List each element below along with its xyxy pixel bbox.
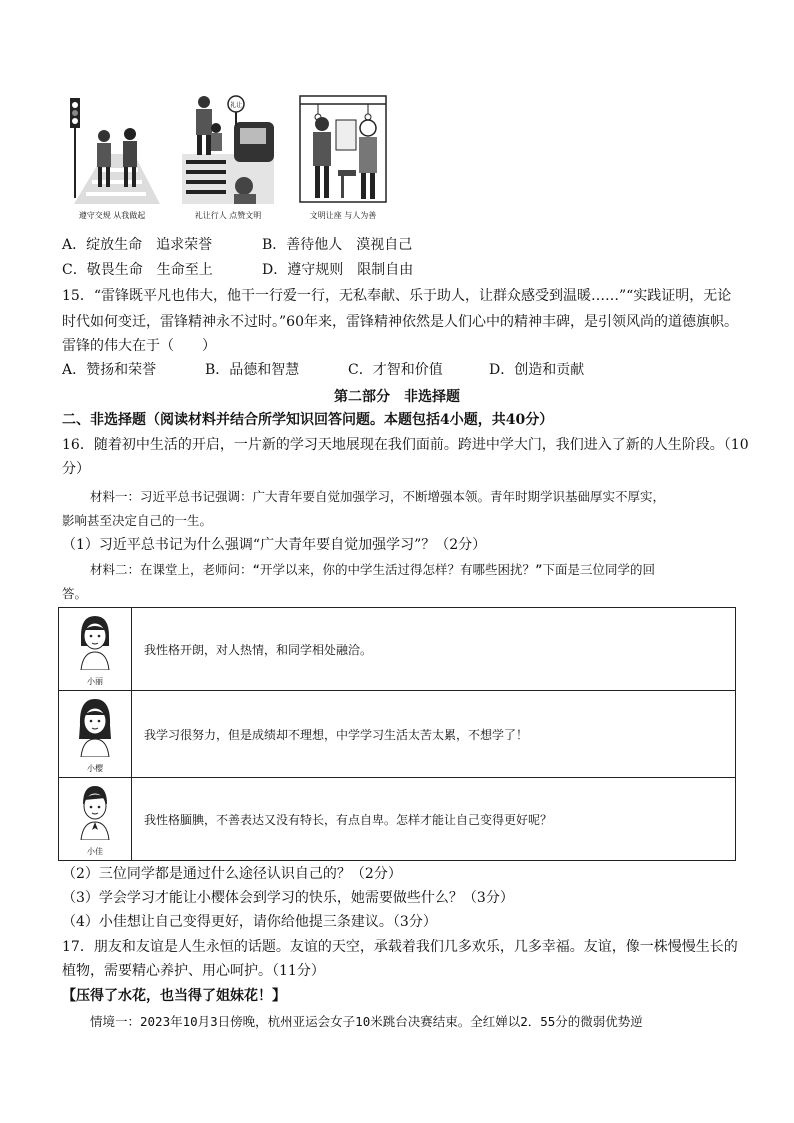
q14-option-d: D．遵守规则 限制自由 <box>262 262 414 278</box>
student-name: 小佳 <box>87 846 103 856</box>
student-avatar-cell <box>59 778 132 861</box>
q15-option-b: B．品德和智慧 <box>205 362 300 378</box>
q16-sub-question-3: （3）学会学习才能让小樱体会到学习的快乐，她需要做些什么？（3分） <box>62 890 514 906</box>
q16-sub-question-1: （1）习近平总书记为什么强调“广大青年要自觉加强学习”？（2分） <box>62 537 487 553</box>
student-avatar-cell <box>59 608 132 691</box>
q17-stem-line-2: 植物，需要精心养护、用心呵护。（11分） <box>62 963 325 979</box>
table-row <box>59 691 736 778</box>
illustration-yield-pedestrians <box>182 94 274 221</box>
q15-stem-line-3: 雷锋的伟大在于（ ） <box>62 338 216 354</box>
q16-sub-question-4: （4）小佳想让自己变得更好，请你给他提三条建议。（3分） <box>62 914 437 930</box>
q16-stem-line-1: 16．随着初中生活的开启，一片新的学习天地展现在我们面前。跨进中学大门，我们进入了新的人生阶段。（10 <box>62 437 749 453</box>
student-name: 小丽 <box>87 676 103 686</box>
illustration-caption: 遵守交规 从我做起 <box>78 211 146 220</box>
q16-material-one-line-1: 材料一：习近平总书记强调：广大青年要自觉加强学习，不断增强本领。青年时期学识基础厚实不厚实， <box>90 489 666 504</box>
q16-material-two-line-2: 答。 <box>62 586 88 601</box>
girl-avatar-icon <box>75 612 115 670</box>
q14-option-c: C．敬畏生命 生命至上 <box>62 262 213 278</box>
illustration-caption: 礼让行人 点赞文明 <box>194 211 262 220</box>
q15-stem-line-1: 15．“雷锋既平凡也伟大，他干一行爱一行，无私奉献、乐于助人，让群众感受到温暖……”“实践证明，无论 <box>62 288 732 304</box>
q17-case-title: 【压得了水花，也当得了姐妹花！】 <box>62 988 286 1004</box>
table-row <box>59 778 736 861</box>
illustration-traffic-rules <box>64 94 160 221</box>
illustration-row <box>64 94 424 229</box>
q14-options-row-2 <box>62 260 732 280</box>
q16-stem-line-2: 分） <box>62 461 90 477</box>
student-avatar-cell <box>59 691 132 778</box>
part-two-title: 第二部分 非选择题 <box>334 389 460 405</box>
illustration-offer-seat <box>298 94 388 221</box>
girl-avatar-icon <box>75 695 115 757</box>
student-statement: 我性格腼腆，不善表达又没有特长，有点自卑。怎样才能让自己变得更好呢？ <box>132 778 736 861</box>
q15-options <box>62 360 732 380</box>
q15-option-a: A．赞扬和荣誉 <box>62 362 157 378</box>
q14-options-row-1 <box>62 235 732 255</box>
boy-avatar-icon <box>75 782 115 840</box>
q16-sub-question-2: （2）三位同学都是通过什么途径认识自己的？（2分） <box>62 866 402 882</box>
student-statement: 我性格开朗，对人热情，和同学相处融洽。 <box>132 608 736 691</box>
q15-option-c: C．才智和价值 <box>348 362 443 378</box>
table-row <box>59 608 736 691</box>
student-statement: 我学习很努力，但是成绩却不理想，中学学习生活太苦太累，不想学了！ <box>132 691 736 778</box>
yield-sign-text: 礼让 <box>229 102 243 109</box>
q14-option-b: B．善待他人 漠视自己 <box>262 237 413 253</box>
q17-situation-one: 情境一：2023年10月3日傍晚，杭州亚运会女子10米跳台决赛结束。全红婵以2．55分的微弱优势逆 <box>90 1014 643 1029</box>
bus-seat-scene-image <box>298 94 388 204</box>
q17-stem-line-1: 17．朋友和友谊是人生永恒的话题。友谊的天空，承载着我们几多欢乐，几多幸福。友谊，像一株慢慢生长的 <box>62 939 738 955</box>
q15-option-d: D．创造和贡献 <box>489 362 585 378</box>
illustration-caption: 文明让座 与人为善 <box>309 211 377 220</box>
students-table <box>58 607 736 861</box>
student-name: 小樱 <box>87 763 103 773</box>
q15-stem-line-2: 时代如何变迁，雷锋精神永不过时。”60年来，雷锋精神依然是人们心中的精神丰碑，是引领风尚的道德旗帜。 <box>62 314 738 330</box>
crosswalk-scene-image <box>182 94 274 204</box>
q16-material-one-line-2: 影响甚至决定自己的一生。 <box>62 513 213 528</box>
q16-material-two-line-1: 材料二：在课堂上，老师问：“开学以来，你的中学生活过得怎样？有哪些困扰？”下面是三位同学的回 <box>90 562 656 577</box>
section-heading: 二、非选择题（阅读材料并结合所学知识回答问题。本题包括4小题，共40分） <box>62 412 554 428</box>
traffic-light-scene-image <box>64 94 160 204</box>
q14-option-a: A．绽放生命 追求荣誉 <box>62 237 213 253</box>
